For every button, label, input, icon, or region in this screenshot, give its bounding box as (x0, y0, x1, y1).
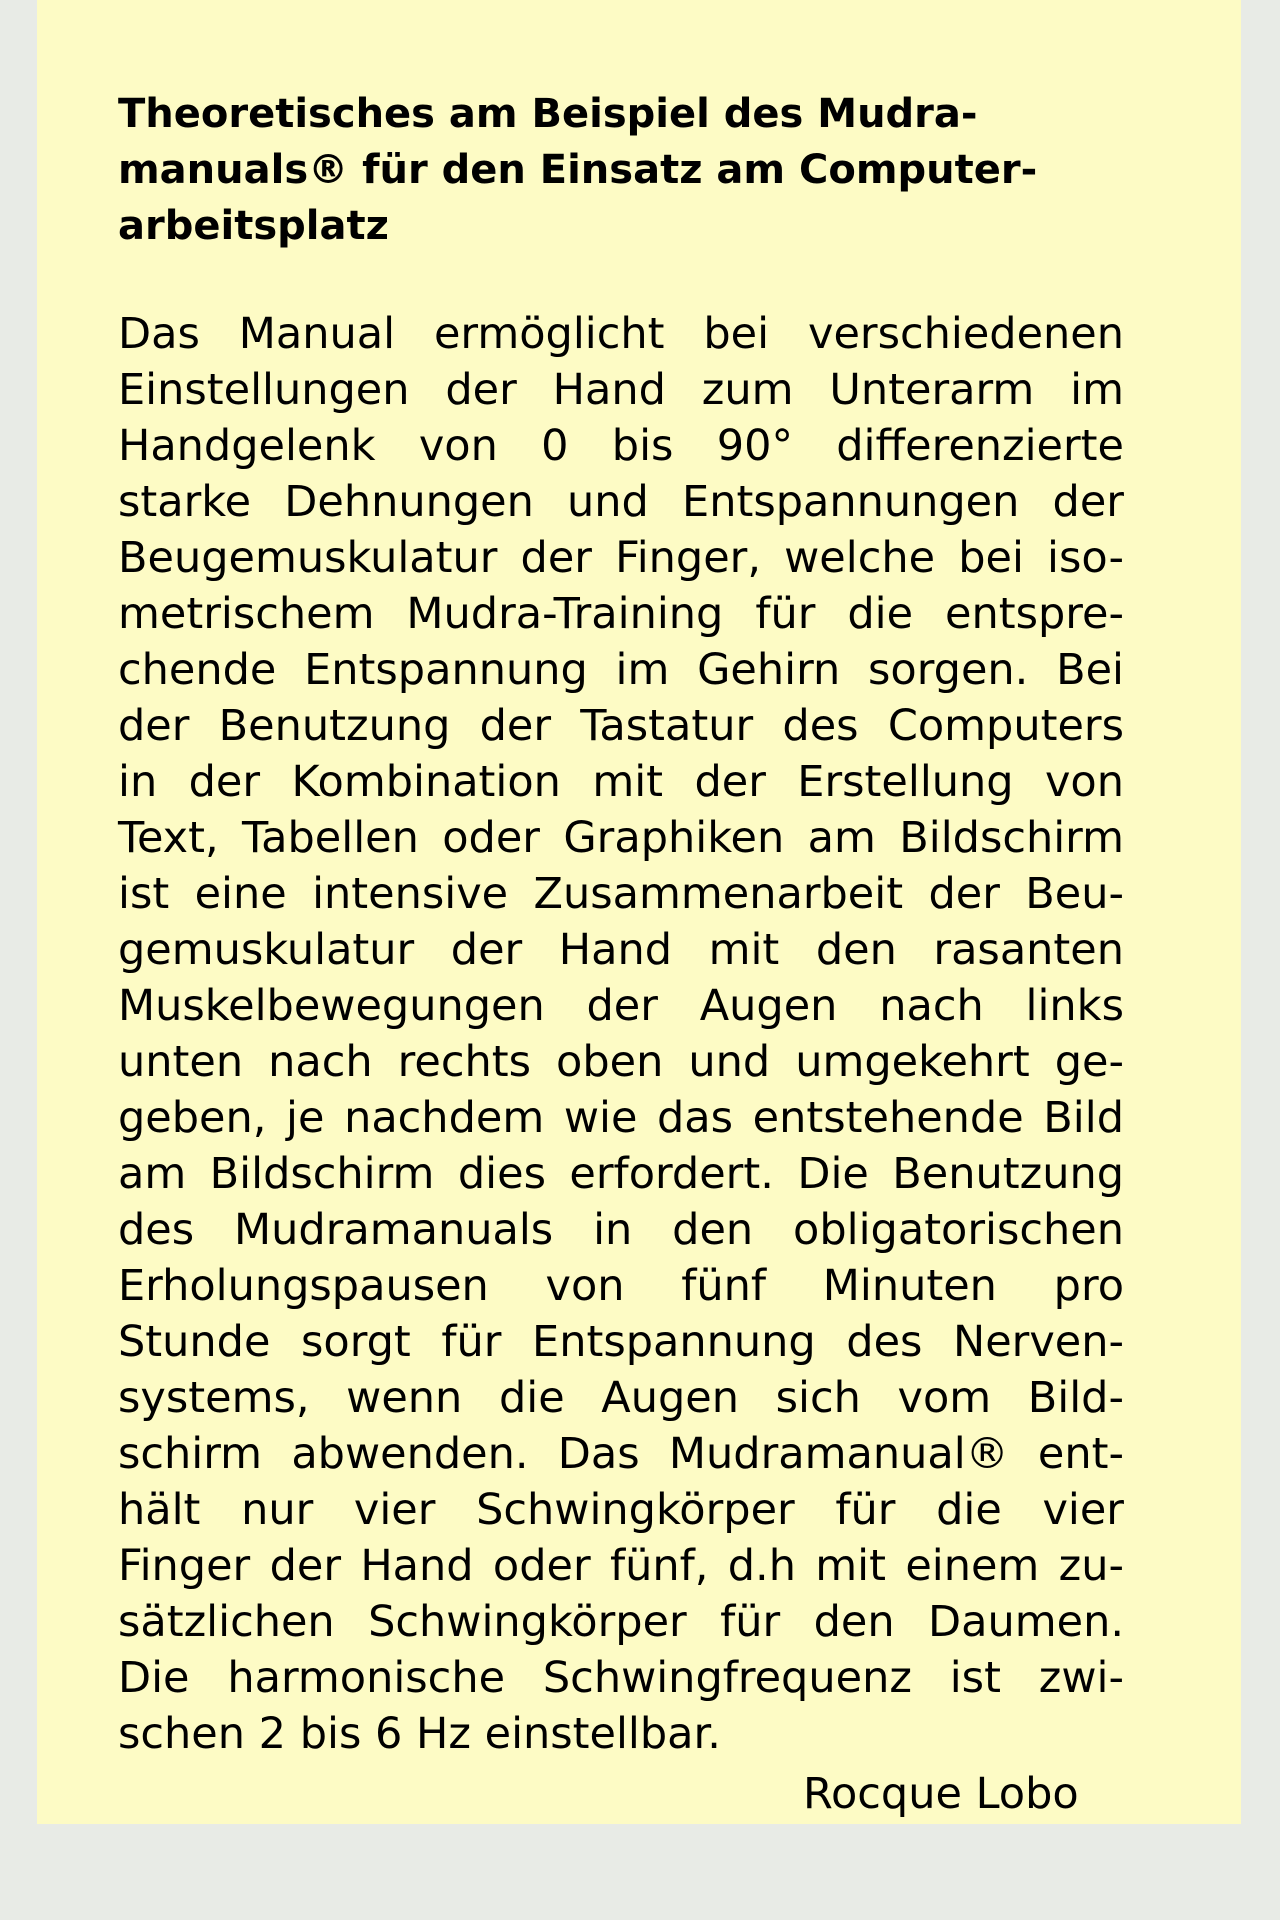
body-line: gemuskulatur der Hand mit den rasanten (118, 925, 1124, 975)
body-line: in der Kombination mit der Erstellung von (118, 757, 1124, 807)
body-line: Text, Tabellen oder Graphiken am Bildschirm (118, 813, 1124, 863)
body-line: geben, je nachdem wie das entstehende Bild (118, 1093, 1124, 1143)
body-line: hält nur vier Schwingkörper für die vier (118, 1485, 1124, 1535)
body-line: schen 2 bis 6 Hz einstellbar. (118, 1709, 721, 1759)
text-panel (37, 0, 1241, 1824)
body-line: Erholungspausen von fünf Minuten pro (118, 1261, 1124, 1311)
body-line: des Mudramanuals in den obligatorischen (118, 1205, 1124, 1255)
title-line: manuals® für den Einsatz am Computer- (118, 147, 1038, 193)
body-line: ist eine intensive Zusammenarbeit der Beu- (118, 869, 1124, 919)
body-line: Finger der Hand oder fünf, d.h mit einem zu- (118, 1541, 1124, 1591)
body-line: Die harmonische Schwingfrequenz ist zwi- (118, 1653, 1124, 1703)
body-line: starke Dehnungen und Entspannungen der (118, 477, 1124, 527)
body-line: metrischem Mudra-Training für die entspre- (118, 589, 1124, 639)
body-line: Muskelbewegungen der Augen nach links (118, 981, 1124, 1031)
body-line: Einstellungen der Hand zum Unterarm im (118, 365, 1124, 415)
body-line: systems, wenn die Augen sich vom Bild- (118, 1373, 1124, 1423)
body-line: Handgelenk von 0 bis 90° differenzierte (118, 421, 1124, 471)
document-title (118, 86, 1118, 254)
title-line: Theoretisches am Beispiel des Mudra- (118, 91, 978, 137)
body-line: sätzlichen Schwingkörper für den Daumen. (118, 1597, 1124, 1647)
body-line: Das Manual ermöglicht bei verschiedenen (118, 309, 1124, 359)
body-line: schirm abwenden. Das Mudramanual® ent- (118, 1429, 1124, 1479)
body-line: unten nach rechts oben und umgekehrt ge- (118, 1037, 1124, 1087)
title-line: arbeitsplatz (118, 203, 389, 249)
body-paragraph (118, 306, 1124, 1762)
author-signature: Rocque Lobo (803, 1769, 1079, 1819)
body-line: Beugemuskulatur der Finger, welche bei iso- (118, 533, 1124, 583)
body-line: chende Entspannung im Gehirn sorgen. Bei (118, 645, 1124, 695)
body-line: am Bildschirm dies erfordert. Die Benutzung (118, 1149, 1124, 1199)
body-line: Stunde sorgt für Entspannung des Nerven- (118, 1317, 1124, 1367)
body-line: der Benutzung der Tastatur des Computers (118, 701, 1124, 751)
